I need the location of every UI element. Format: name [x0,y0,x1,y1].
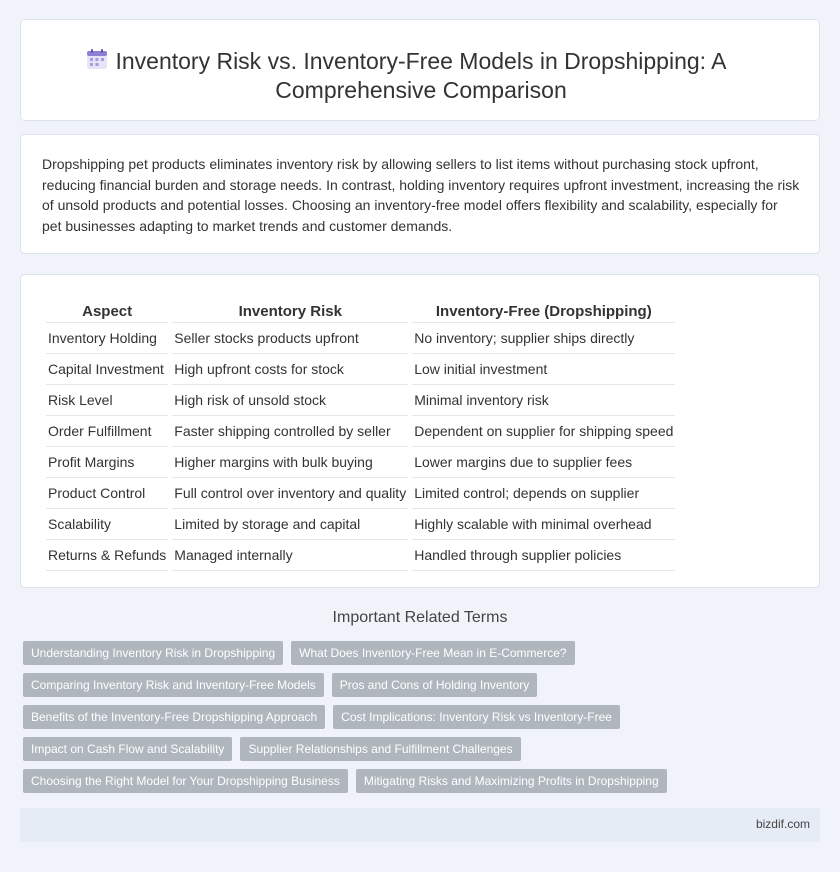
table-row [46,447,675,478]
cell-aspect: Product Control [46,478,168,509]
cell-aspect: Risk Level [46,385,168,416]
related-term-tag[interactable]: Understanding Inventory Risk in Dropshipping [23,641,283,665]
related-terms-tags [23,641,823,801]
cell-inventory-risk: Higher margins with bulk buying [172,447,408,478]
related-term-tag[interactable]: Cost Implications: Inventory Risk vs Inventory-Free [333,705,620,729]
related-term-tag[interactable]: Benefits of the Inventory-Free Dropshipping Approach [23,705,325,729]
tag-row [23,705,823,729]
cell-aspect: Returns & Refunds [46,540,168,571]
header-inventory-risk: Inventory Risk [172,295,408,323]
cell-inventory-risk: Full control over inventory and quality [172,478,408,509]
cell-inventory-risk: High risk of unsold stock [172,385,408,416]
cell-aspect: Order Fulfillment [46,416,168,447]
comparison-card [20,274,820,588]
page-title-line-2: Comprehensive Comparison [275,77,567,103]
title-card [20,19,820,121]
header-aspect: Aspect [46,295,168,323]
table-row [46,509,675,540]
cell-inventory-risk: Limited by storage and capital [172,509,408,540]
cell-aspect: Scalability [46,509,168,540]
table-header-row [46,295,675,323]
cell-inventory-risk: Managed internally [172,540,408,571]
cell-inventory-free: No inventory; supplier ships directly [412,323,675,354]
table-row [46,354,675,385]
related-term-tag[interactable]: Choosing the Right Model for Your Dropshipping Business [23,769,348,793]
related-term-tag[interactable]: Pros and Cons of Holding Inventory [332,673,537,697]
cell-aspect: Inventory Holding [46,323,168,354]
comparison-table [42,295,679,571]
footer-site[interactable]: bizdif.com [755,817,810,831]
cell-inventory-free: Limited control; depends on supplier [412,478,675,509]
intro-card [20,134,820,254]
tag-row [23,641,823,665]
tag-row [23,769,823,793]
cell-inventory-free: Lower margins due to supplier fees [412,447,675,478]
page-title-line-1: Inventory Risk vs. Inventory-Free Models in Dropshipping: A [115,48,727,74]
cell-inventory-risk: Faster shipping controlled by seller [172,416,408,447]
intro-paragraph: Dropshipping pet products eliminates inventory risk by allowing sellers to list items without purchasing stock upfront, reducing financial burden and storage needs. In contrast, holding inventory requires upfront investment, increasing the risk of unsold products and potential losses. Choosing an inventory-free model offers flexibility and scalability, especially for pet businesses adapting to market trends and customer demands. [42,156,800,234]
cell-inventory-risk: High upfront costs for stock [172,354,408,385]
cell-aspect: Capital Investment [46,354,168,385]
cell-inventory-risk: Seller stocks products upfront [172,323,408,354]
tag-row [23,737,823,761]
tag-row [23,673,823,697]
page-title [21,47,821,105]
footer [20,808,820,842]
header-inventory-free: Inventory-Free (Dropshipping) [412,295,675,323]
related-term-tag[interactable]: Mitigating Risks and Maximizing Profits in Dropshipping [356,769,667,793]
cell-inventory-free: Highly scalable with minimal overhead [412,509,675,540]
related-term-tag[interactable]: Impact on Cash Flow and Scalability [23,737,232,761]
cell-inventory-free: Dependent on supplier for shipping speed [412,416,675,447]
related-terms-heading: Important Related Terms [332,609,508,626]
cell-aspect: Profit Margins [46,447,168,478]
cell-inventory-free: Minimal inventory risk [412,385,675,416]
table-row [46,540,675,571]
table-row [46,385,675,416]
cell-inventory-free: Low initial investment [412,354,675,385]
table-row [46,478,675,509]
table-row [46,323,675,354]
related-term-tag[interactable]: Supplier Relationships and Fulfillment Challenges [240,737,520,761]
related-term-tag[interactable]: What Does Inventory-Free Mean in E-Commerce? [291,641,574,665]
table-row [46,416,675,447]
related-term-tag[interactable]: Comparing Inventory Risk and Inventory-Free Models [23,673,324,697]
cell-inventory-free: Handled through supplier policies [412,540,675,571]
